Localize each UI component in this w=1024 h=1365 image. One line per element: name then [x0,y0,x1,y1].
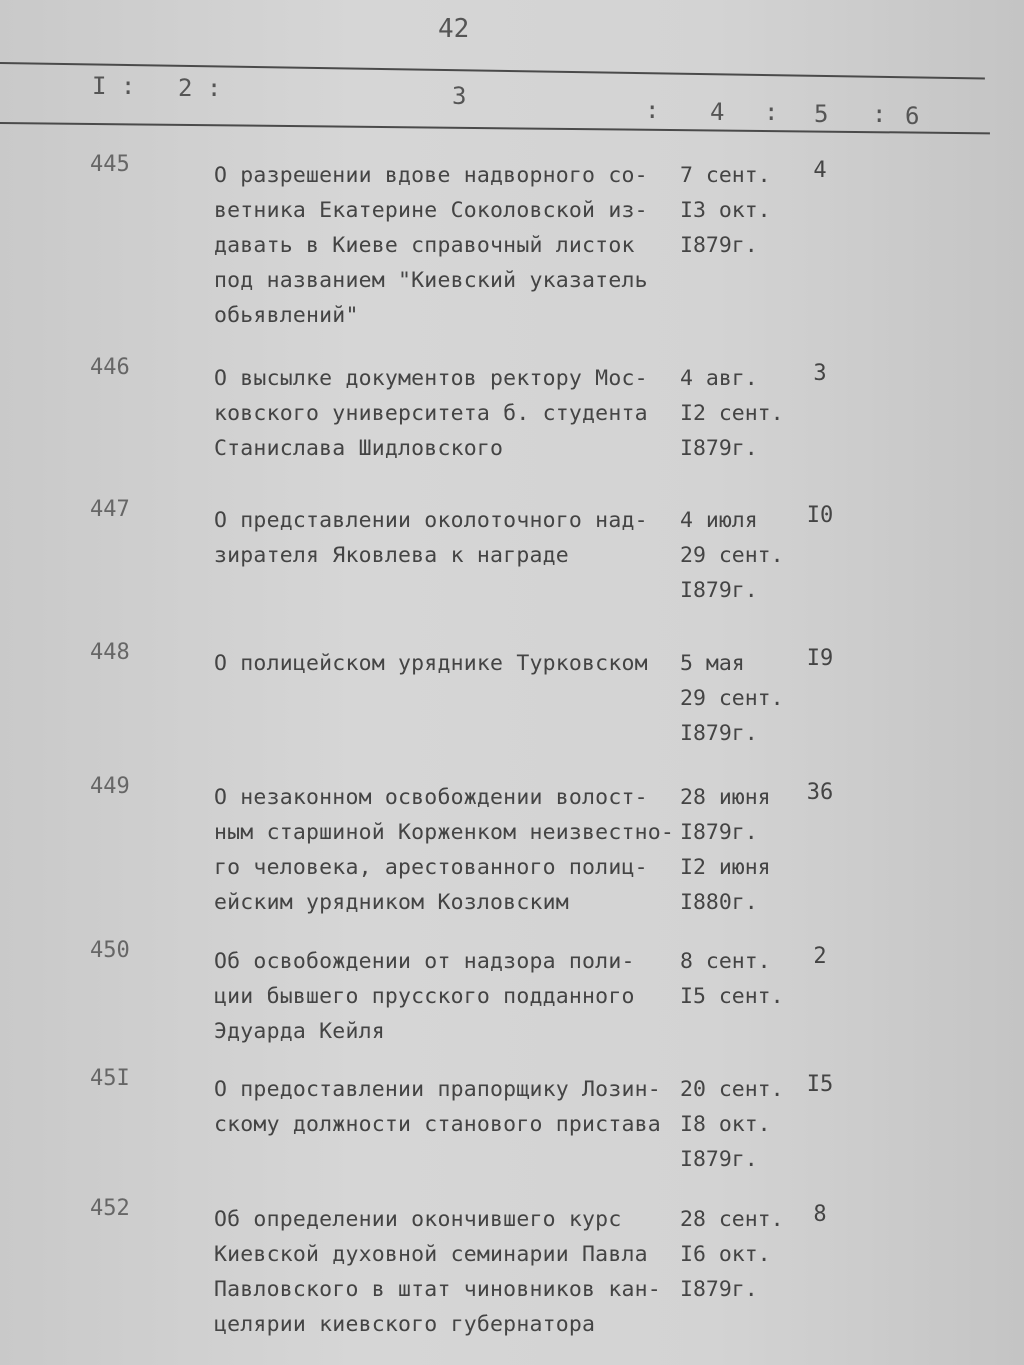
entry-number: 45I [90,1066,130,1091]
entry-sheet-count: 3 [813,361,827,386]
entry-dates: 28 сент. I6 окт. I879г. [680,1207,784,1302]
column-header-3: 3 [452,82,467,110]
entry-dates: 28 июня I879г. I2 июня I880г. [680,785,771,915]
column-header-6: 6 [905,102,920,130]
entry-title: О разрешении вдове надворного со- ветника Екатерине Соколовской из- давать в Киеве справочный листок под названием "Киевский указатель обьявлений" [214,163,648,328]
column-separator-5: : [872,100,887,128]
header-rule-bottom [0,122,990,134]
entry-title: О высылке документов ректору Мос- ковского университета б. студента Станислава Шидловского [214,366,648,461]
column-header-2: 2 : [178,74,222,102]
entry-sheet-count: I5 [806,1072,834,1097]
entry-title: О представлении околоточного над- зирателя Яковлева к награде [214,508,648,568]
entry-title: О незаконном освобождении волост- ным старшиной Корженком неизвестно- го человека, арестованного полиц- ейским урядником Козловским [214,785,675,915]
entry-sheet-count: I9 [806,646,834,671]
column-separator-3: : [645,96,660,124]
entry-title: Об освобождении от надзора поли- ции бывшего прусского подданного Эдуарда Кейля [214,949,635,1044]
entry-number: 446 [90,355,130,380]
entry-dates: 5 мая 29 сент. I879г. [680,651,784,746]
entry-number: 449 [90,774,130,799]
column-header-1: I : [92,72,136,100]
entry-sheet-count: 8 [813,1202,827,1227]
entry-number: 448 [90,640,130,665]
entry-sheet-count: 36 [806,780,834,805]
entry-dates: 4 июля 29 сент. I879г. [680,508,784,603]
entry-title: Об определении окончившего курс Киевской духовной семинарии Павла Павловского в штат чиновников кан- целярии киевского губернатора [214,1207,661,1337]
entry-dates: 7 сент. I3 окт. I879г. [680,163,771,258]
entry-number: 450 [90,938,130,963]
column-separator-4: : [764,98,779,126]
entry-sheet-count: 2 [813,944,827,969]
entry-title: О полицейском уряднике Турковском [214,651,648,676]
page-number: 42 [438,14,470,44]
entry-number: 447 [90,497,130,522]
entry-number: 445 [90,152,130,177]
header-rule-top [0,62,985,79]
entry-sheet-count: I0 [806,503,834,528]
entry-dates: 4 авг. I2 сент. I879г. [680,366,784,461]
entry-sheet-count: 4 [813,158,827,183]
entry-dates: 20 сент. I8 окт. I879г. [680,1077,784,1172]
column-header-5: 5 [814,100,829,128]
entry-number: 452 [90,1196,130,1221]
column-header-4: 4 [710,98,725,126]
entry-title: О предоставлении прапорщику Лозин- скому должности станового пристава [214,1077,661,1137]
entry-dates: 8 сент. I5 сент. [680,949,784,1009]
